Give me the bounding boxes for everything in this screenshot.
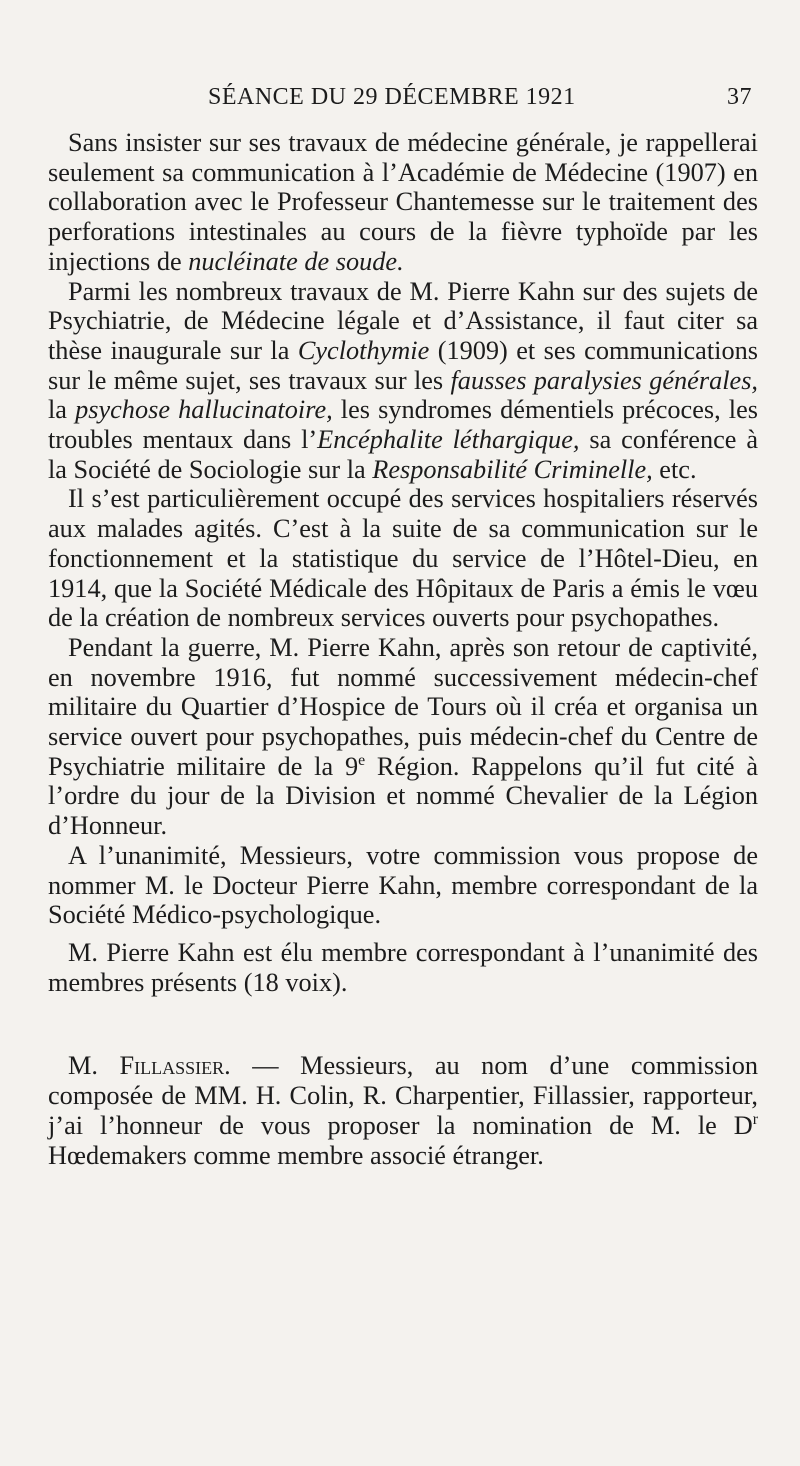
- page-number: 37: [727, 84, 752, 110]
- text-run: (1909) et ses communications sur le même sujet, ses travaux sur les: [48, 335, 758, 395]
- italic-run: Responsabilité Criminelle,: [372, 454, 653, 484]
- italic-run: fausses paralysies générales,: [450, 365, 759, 395]
- italic-run: psychose hallucinatoire,: [75, 395, 333, 425]
- page-header: [48, 84, 752, 118]
- text-run: Sans insister sur ses travaux de médecine générale, je rappellerai seulement sa communication à l’Académie de Médecine (1907) en collaboration avec le Professeur Chantemesse sur le traitement des perforations intestinales au cours de la fièvre typhoïde par les injections de: [48, 128, 758, 276]
- italic-run: nucléinate de soude.: [188, 246, 404, 276]
- paragraph-6: M. Pierre Kahn est élu membre correspondant à l’unanimité des membres présents (18 voix).: [48, 937, 758, 997]
- text-run: Région. Rappelons qu’il fut cité à l’ordre du jour de la Division et nommé Chevalier de la Légion d’Honneur.: [48, 751, 758, 841]
- paragraph-5: A l’unanimité, Messieurs, votre commission vous propose de nommer M. le Docteur Pierre Kahn, membre correspondant de la Société Médico-psychologique.: [48, 840, 758, 930]
- text-run: Parmi les nombreux travaux de M. Pierre Kahn sur des sujets de Psychiatrie, de Médecine légale et d’Assistance, il faut citer sa thèse inaugurale sur la: [48, 276, 758, 365]
- text-run: sa conférence à la Société de Sociologie sur la: [48, 425, 758, 484]
- speaker-name: M. Fillassier.: [68, 1051, 231, 1081]
- body-text: [48, 128, 758, 1170]
- text-run: les syndromes démentiels précoces, les troubles mentaux dans l’: [48, 395, 758, 455]
- text-run: etc.: [652, 454, 697, 484]
- text-run: — Messieurs, au nom d’une commission composée de MM. H. Colin, R. Charpentier, Fillassier, rapporteur, j’ai l’honneur de vous proposer la nomination de M. le D: [48, 1051, 758, 1140]
- paragraph-4: [48, 633, 758, 841]
- superscript: r: [752, 1111, 758, 1129]
- text-run: Pendant la guerre, M. Pierre Kahn, après son retour de captivité, en novembre 1916, fut nommé successivement médecin-chef militaire du Quartier d’Hospice de Tours où il créa et organisa un service ouvert pour psychopathes, puis médecin-chef du Centre de Psychiatrie militaire de la 9: [48, 632, 758, 781]
- italic-run: Encéphalite léthargique,: [317, 425, 580, 455]
- paragraph-1: [48, 128, 758, 277]
- paragraph-3: Il s’est particulièrement occupé des services hospitaliers réservés aux malades agités. C’est à la suite de sa communication sur le fonctionnement et la statistique du service de l’Hôtel-Dieu, en 1914, que la Société Médicale des Hôpitaux de Paris a émis le vœu de la création de nombreux services ouverts pour psychopathes.: [48, 484, 758, 633]
- text-run: Hœdemakers comme membre associé étranger.: [48, 1140, 544, 1170]
- running-head: SÉANCE DU 29 DÉCEMBRE 1921: [208, 84, 576, 110]
- italic-run: Cyclothymie: [297, 335, 430, 365]
- superscript: e: [358, 752, 366, 769]
- paragraph-7: [48, 1051, 758, 1170]
- paragraph-2: [48, 277, 758, 485]
- text-run: la: [48, 395, 76, 425]
